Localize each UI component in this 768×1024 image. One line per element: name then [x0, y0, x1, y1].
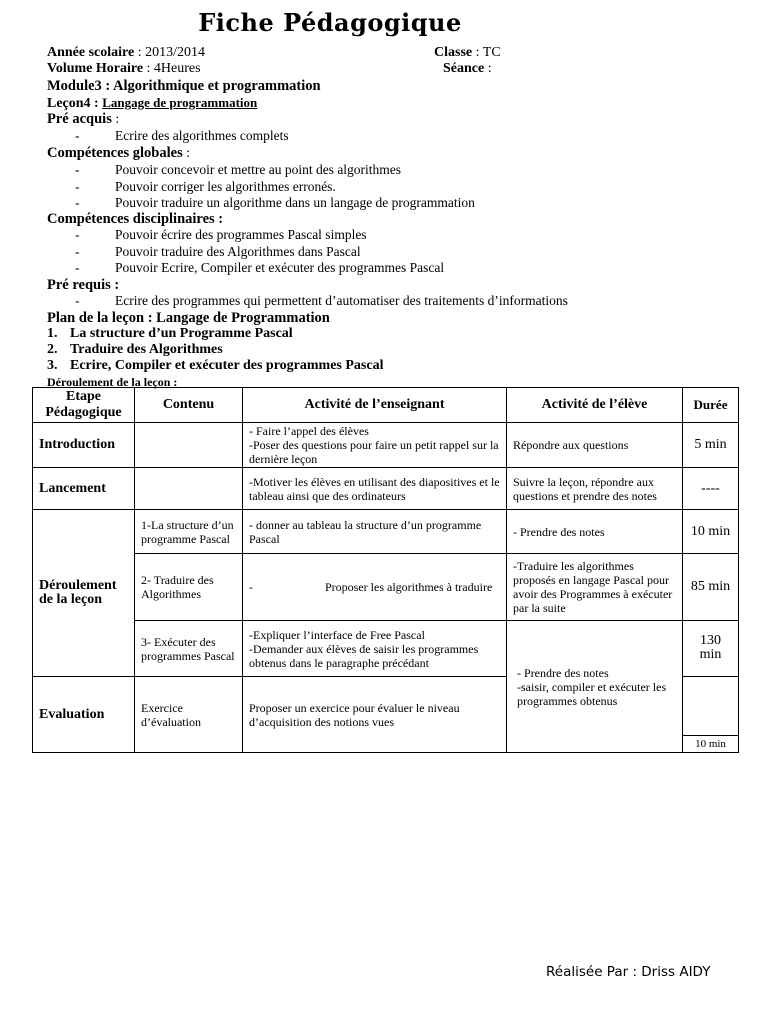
table-row — [33, 510, 739, 554]
seance-label: Séance — [443, 61, 485, 76]
header-eleve: Activité de l’élève — [507, 388, 683, 423]
enseignant-cell: - Faire l’appel des élèves -Poser des questions pour faire un petit rappel sur la dernière leçon — [243, 423, 507, 468]
list-item: - Pouvoir traduire un algorithme dans un langage de programmation — [75, 195, 475, 211]
contenu-cell: Exercice d’évaluation — [135, 677, 243, 753]
competences-globales-section — [47, 145, 475, 212]
duree-cell: ---- — [683, 468, 739, 510]
duree-cell — [683, 677, 739, 753]
contenu-cell: 1-La structure d’un programme Pascal — [135, 510, 243, 554]
list-item: - Ecrire des algorithmes complets — [75, 128, 289, 143]
eleve-cell: - Prendre des notes — [507, 510, 683, 554]
classe-value: : TC — [472, 45, 501, 60]
contenu-cell — [135, 468, 243, 510]
pre-acquis-section — [47, 111, 289, 145]
duree-merged-cell: 130 min — [683, 621, 739, 677]
plan-item: 3. Ecrire, Compiler et exécuter des programmes Pascal — [47, 358, 384, 373]
duree-cell: 5 min — [683, 423, 739, 468]
enseignant-cell: -Expliquer l’interface de Free Pascal -Demander aux élèves de saisir les programmes obtenus dans le paragraphe précédant — [243, 621, 507, 677]
enseignant-cell: - Proposer les algorithmes à traduire — [243, 554, 507, 621]
table-row — [33, 621, 739, 677]
competences-globales-heading: Compétences globales — [47, 145, 183, 161]
plan-item: 2. Traduire des Algorithmes — [47, 342, 223, 357]
competences-globales-sep: : — [182, 146, 191, 161]
deroulement-heading: Déroulement de la leçon : — [47, 375, 178, 389]
module-line: Module3 : Algorithmique et programmation — [47, 78, 321, 94]
pre-acquis-sep: : — [111, 112, 120, 127]
plan-item: 1. La structure d’un Programme Pascal — [47, 326, 293, 341]
evaluation-duree: 10 min — [683, 735, 738, 752]
duree-cell: 85 min — [683, 554, 739, 621]
list-item: - Pouvoir écrire des programmes Pascal simples — [75, 227, 367, 242]
header-enseignant: Activité de l’enseignant — [243, 388, 507, 423]
list-item: - Pouvoir corriger les algorithmes erronés. — [75, 178, 336, 194]
eleve-cell: Répondre aux questions — [507, 423, 683, 468]
list-item: - Pouvoir concevoir et mettre au point des algorithmes — [75, 162, 402, 177]
lecon-value: Langage de programmation — [102, 95, 258, 110]
lecon-label: Leçon4 : — [47, 96, 103, 111]
table-row — [33, 554, 739, 621]
duree-cell: 10 min — [683, 510, 739, 554]
contenu-cell — [135, 423, 243, 468]
enseignant-cell: -Motiver les élèves en utilisant des diapositives et le tableau ainsi que des ordinateurs — [243, 468, 507, 510]
annee-scolaire-line — [47, 45, 205, 61]
annee-label: Année scolaire — [47, 45, 135, 60]
eleve-merged-cell: - Prendre des notes -saisir, compiler et exécuter les programmes obtenus — [507, 621, 683, 753]
etape-cell: Evaluation — [33, 677, 135, 753]
header-duree: Durée — [683, 388, 739, 423]
etape-cell: Introduction — [33, 423, 135, 468]
seance-line — [443, 61, 492, 77]
competences-disciplinaires-section — [47, 211, 445, 277]
table-header-row — [33, 388, 739, 423]
eleve-cell: -Traduire les algorithmes proposés en langage Pascal pour avoir des Programmes à exécuter par la suite — [507, 554, 683, 621]
table-row — [33, 423, 739, 468]
table-row — [33, 468, 739, 510]
pre-acquis-heading: Pré acquis — [47, 111, 112, 127]
etape-cell: Déroulement de la leçon — [33, 510, 135, 677]
list-item: - Ecrire des programmes qui permettent d’automatiser des traitements d’informations — [75, 293, 568, 308]
volume-label: Volume Horaire — [47, 61, 144, 76]
header-etape: Etape Pédagogique — [33, 388, 135, 423]
lecon-line — [47, 95, 257, 112]
enseignant-cell: - donner au tableau la structure d’un programme Pascal — [243, 510, 507, 554]
enseignant-cell: Proposer un exercice pour évaluer le niveau d’acquisition des notions vues — [243, 677, 507, 753]
classe-line — [434, 45, 501, 61]
competences-disciplinaires-heading: Compétences disciplinaires : — [47, 211, 224, 227]
contenu-cell: 2- Traduire des Algorithmes — [135, 554, 243, 621]
annee-value: : 2013/2014 — [134, 45, 206, 60]
lesson-table — [32, 387, 739, 753]
eleve-cell: Suivre la leçon, répondre aux questions et prendre des notes — [507, 468, 683, 510]
plan-heading: Plan de la leçon : Langage de Programmation — [47, 310, 330, 326]
pre-requis-heading: Pré requis : — [47, 277, 120, 293]
seance-value: : — [484, 61, 492, 76]
list-item: - Pouvoir Ecrire, Compiler et exécuter des programmes Pascal — [75, 260, 445, 276]
header-contenu: Contenu — [135, 388, 243, 423]
footer-author: Réalisée Par : Driss AIDY — [546, 964, 711, 980]
etape-cell: Lancement — [33, 468, 135, 510]
volume-horaire-line — [47, 61, 201, 77]
volume-value: : 4Heures — [143, 61, 201, 76]
classe-label: Classe — [434, 45, 473, 60]
pre-requis-section — [47, 277, 568, 310]
contenu-cell: 3- Exécuter des programmes Pascal — [135, 621, 243, 677]
document-title: Fiche Pédagogique — [198, 8, 462, 37]
plan-section — [47, 310, 383, 390]
list-item: - Pouvoir traduire des Algorithmes dans Pascal — [75, 243, 361, 259]
